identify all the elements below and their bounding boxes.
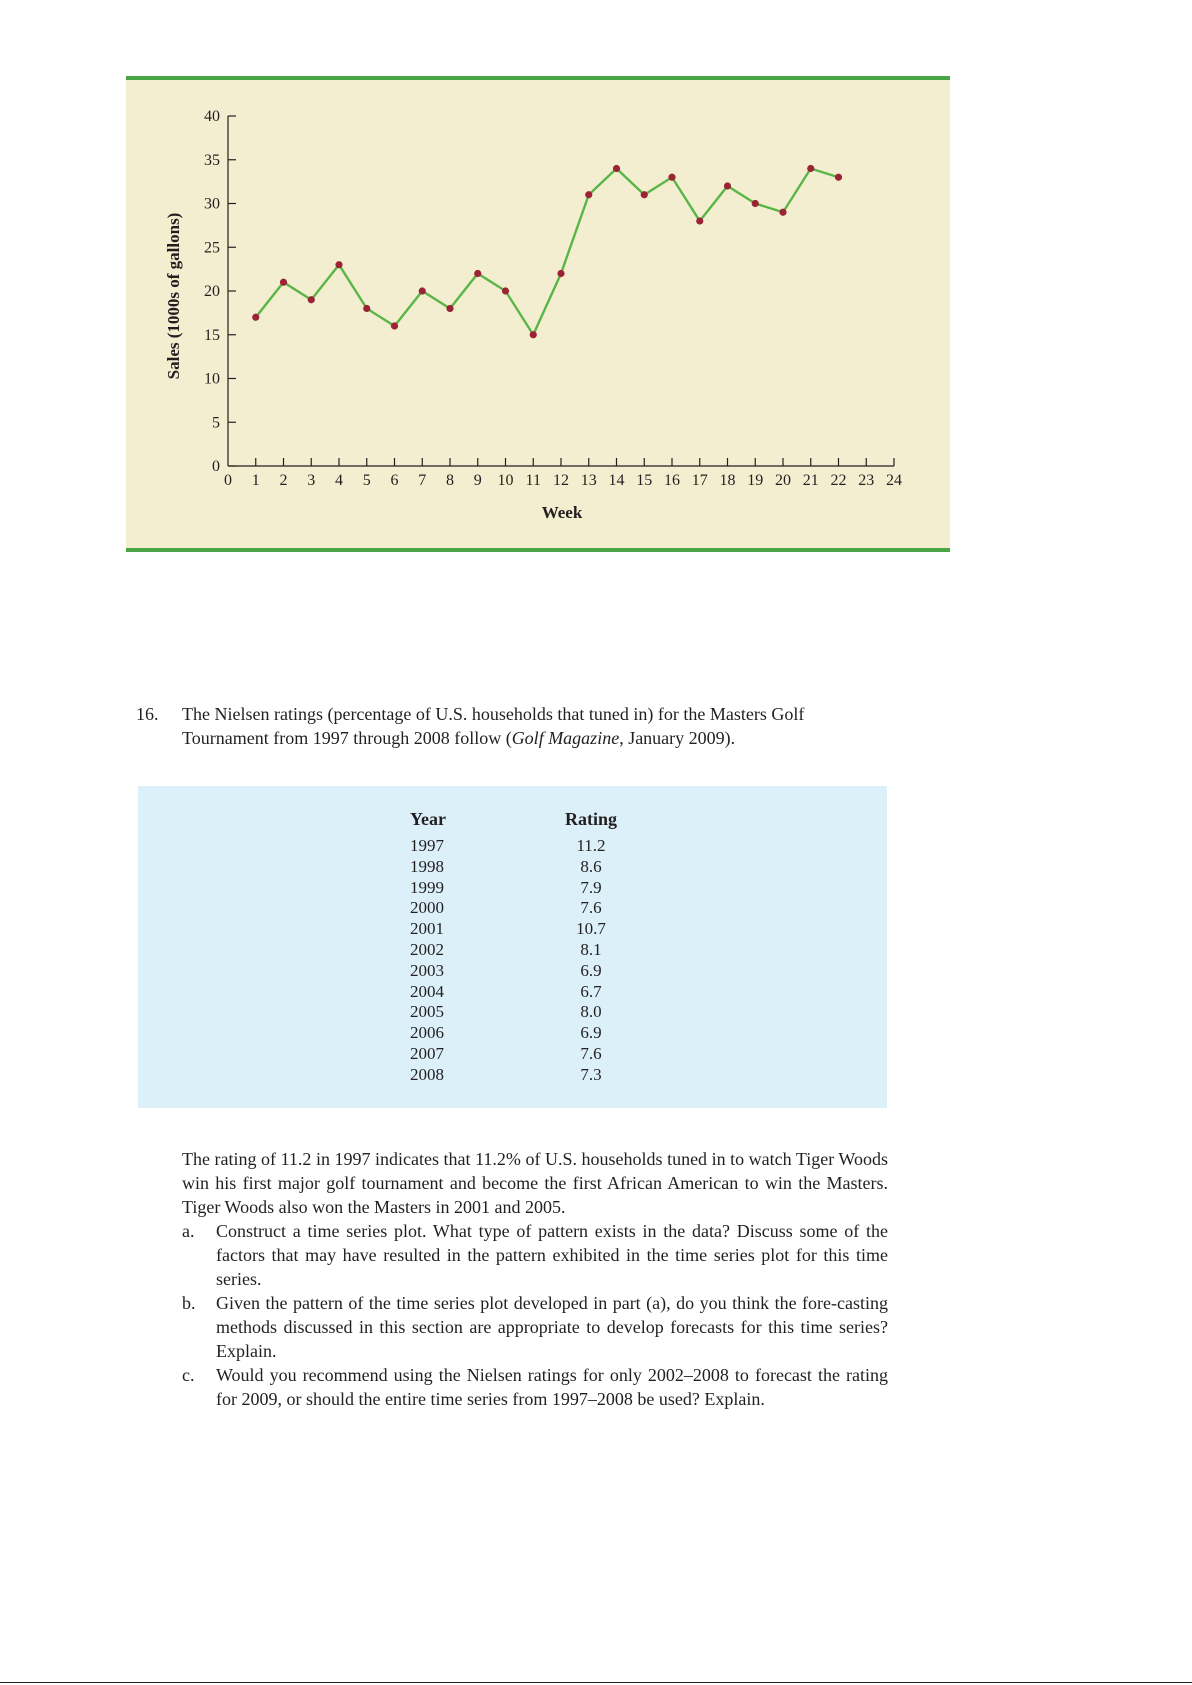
x-tick-label: 20 bbox=[775, 472, 791, 489]
question-label: c. bbox=[182, 1365, 195, 1385]
data-point bbox=[530, 331, 537, 338]
year-cell: 2007 bbox=[410, 1043, 444, 1063]
x-axis-title: Week bbox=[541, 503, 583, 522]
x-tick-label: 7 bbox=[418, 472, 427, 489]
data-point bbox=[446, 305, 453, 312]
data-point bbox=[835, 174, 842, 181]
year-cell: 1998 bbox=[410, 856, 444, 876]
year-cell: 2008 bbox=[410, 1064, 444, 1084]
year-cell: 2004 bbox=[410, 981, 444, 1001]
x-tick-label: 15 bbox=[636, 472, 653, 489]
x-tick-label: 8 bbox=[446, 472, 454, 489]
rating-cell: 7.3 bbox=[580, 1064, 602, 1084]
data-point bbox=[613, 165, 620, 172]
year-cell: 1997 bbox=[410, 836, 444, 855]
intro-text-before: The Nielsen ratings (percentage of U.S. households that tuned in) for the Masters Golf Tournament from 1997 through 2008 follow ( bbox=[182, 704, 805, 748]
data-point bbox=[724, 182, 731, 189]
rating-header: Rating bbox=[564, 809, 617, 829]
y-tick-label: 5 bbox=[212, 414, 220, 432]
year-cell: 2005 bbox=[410, 1002, 444, 1022]
data-point bbox=[779, 209, 786, 216]
series-line bbox=[256, 169, 839, 335]
data-point bbox=[335, 261, 342, 268]
data-point bbox=[752, 200, 759, 207]
year-cell: 2003 bbox=[410, 960, 444, 980]
x-tick-label: 14 bbox=[608, 472, 625, 489]
data-point bbox=[419, 287, 426, 294]
x-tick-label: 1 bbox=[251, 472, 260, 489]
rating-column bbox=[556, 806, 626, 1086]
x-tick-label: 22 bbox=[830, 472, 847, 489]
y-tick-label: 40 bbox=[204, 108, 220, 125]
year-cell: 2006 bbox=[410, 1023, 444, 1043]
problem-intro bbox=[182, 702, 894, 750]
rating-cell: 7.6 bbox=[580, 898, 602, 918]
x-tick-label: 23 bbox=[858, 472, 875, 489]
rating-cell: 11.2 bbox=[576, 836, 606, 855]
x-tick-label: 9 bbox=[473, 472, 482, 489]
y-tick-label: 30 bbox=[204, 195, 220, 213]
question-text: Given the pattern of the time series plot developed in part (a), do you think the fore-casting methods discussed in this section are appropriate to develop forecasts for this time series? Explain. bbox=[216, 1293, 888, 1361]
y-tick-label: 15 bbox=[204, 326, 220, 344]
x-tick-label: 4 bbox=[335, 472, 343, 489]
x-tick-label: 0 bbox=[224, 472, 232, 489]
question-text: Would you recommend using the Nielsen ratings for only 2002–2008 to forecast the rating for 2009, or should the entire time series from 1997–2008 be used? Explain. bbox=[216, 1365, 888, 1409]
rating-cell: 7.6 bbox=[580, 1043, 602, 1063]
x-tick-label: 16 bbox=[664, 472, 680, 489]
rating-cell: 8.1 bbox=[580, 939, 602, 959]
data-point bbox=[585, 191, 592, 198]
x-tick-label: 12 bbox=[553, 472, 569, 489]
data-point bbox=[252, 314, 259, 321]
data-point bbox=[502, 287, 509, 294]
x-tick-label: 21 bbox=[802, 472, 819, 489]
rating-cell: 8.0 bbox=[580, 1002, 602, 1022]
data-point bbox=[391, 322, 398, 329]
y-tick-label: 0 bbox=[212, 458, 220, 475]
problem-number: 16. bbox=[136, 704, 159, 724]
y-tick-label: 20 bbox=[204, 283, 220, 300]
question-label: a. bbox=[182, 1221, 195, 1241]
data-point bbox=[557, 270, 564, 277]
x-tick-label: 19 bbox=[747, 472, 764, 489]
question-label: b. bbox=[182, 1293, 196, 1313]
source-title: Golf Magazine bbox=[511, 728, 620, 748]
y-tick-label: 25 bbox=[204, 239, 220, 257]
x-tick-label: 24 bbox=[886, 472, 902, 489]
year-column bbox=[410, 806, 460, 1086]
x-tick-label: 10 bbox=[497, 472, 514, 489]
rating-cell: 8.6 bbox=[580, 856, 602, 876]
data-point bbox=[280, 279, 287, 286]
x-tick-label: 5 bbox=[362, 472, 371, 489]
rating-cell: 6.9 bbox=[580, 960, 602, 980]
data-point bbox=[474, 270, 481, 277]
x-tick-label: 18 bbox=[719, 472, 736, 489]
x-tick-label: 11 bbox=[525, 472, 541, 489]
year-cell: 2002 bbox=[410, 939, 444, 959]
sales-chart-figure bbox=[126, 76, 950, 552]
x-tick-label: 13 bbox=[580, 472, 597, 489]
x-tick-label: 2 bbox=[279, 472, 288, 489]
data-point bbox=[807, 165, 814, 172]
year-cell: 2001 bbox=[410, 919, 444, 939]
data-point bbox=[668, 174, 675, 181]
rating-cell: 6.7 bbox=[580, 981, 602, 1001]
y-axis-title: Sales (1000s of gallons) bbox=[164, 212, 183, 380]
rating-cell: 10.7 bbox=[576, 919, 606, 939]
ratings-table bbox=[138, 786, 887, 1108]
y-tick-label: 35 bbox=[204, 151, 220, 169]
question-text: Construct a time series plot. What type of pattern exists in the data? Discuss some of the factors that may have resulted in the pattern exhibited in the time series plot for this time series. bbox=[216, 1221, 888, 1289]
year-header: Year bbox=[410, 809, 446, 829]
x-tick-label: 3 bbox=[307, 472, 316, 489]
year-cell: 1999 bbox=[410, 877, 444, 897]
explanation-paragraph: The rating of 11.2 in 1997 indicates that 11.2% of U.S. households tuned in to watch Tiger Woods win his first major golf tournament and become the first African American to win the Masters. Tiger Woods also won the Masters in 2001 and 2005. bbox=[182, 1149, 888, 1217]
rating-cell: 6.9 bbox=[580, 1023, 602, 1043]
data-point bbox=[641, 191, 648, 198]
y-tick-label: 10 bbox=[204, 370, 220, 388]
rating-cell: 7.9 bbox=[580, 877, 602, 897]
year-cell: 2000 bbox=[410, 898, 444, 918]
data-point bbox=[363, 305, 370, 312]
intro-text-after: , January 2009). bbox=[619, 728, 736, 748]
page-bottom-rule bbox=[0, 1682, 1192, 1683]
x-tick-label: 6 bbox=[390, 472, 399, 489]
data-point bbox=[308, 296, 315, 303]
sales-line-chart bbox=[126, 80, 950, 548]
data-point bbox=[696, 217, 703, 224]
x-tick-label: 17 bbox=[691, 472, 708, 489]
